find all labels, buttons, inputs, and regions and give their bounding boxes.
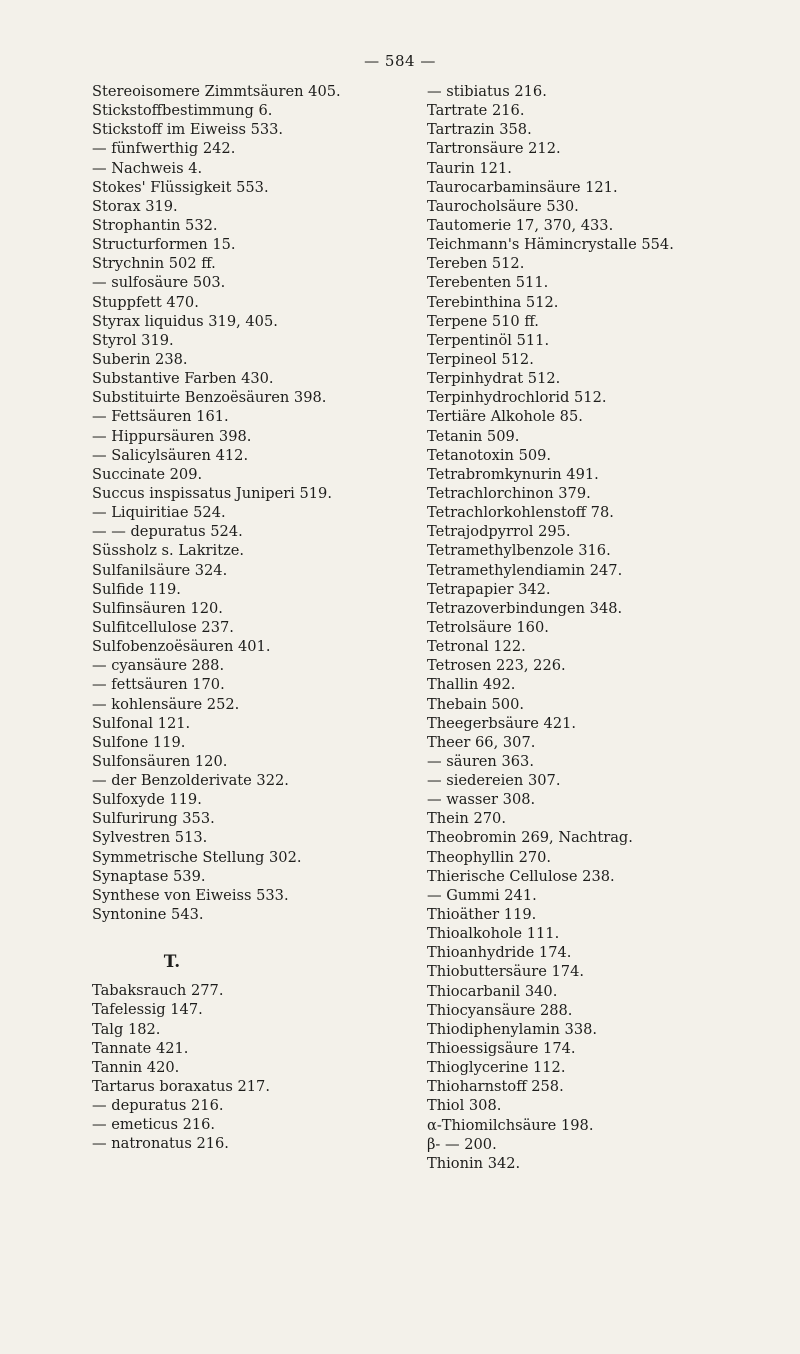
index-entry: Tetrosen 223, 226. [427, 657, 566, 675]
index-entry: Tetrachlorkohlenstoff 78. [427, 504, 614, 522]
index-entry: — säuren 363. [427, 752, 534, 770]
index-entry: Terpene 510 ff. [427, 312, 539, 330]
index-entry: Substantive Farben 430. [92, 370, 274, 388]
index-entry: Thioalkohole 111. [427, 925, 560, 943]
index-entry: Theobromin 269, Nachtrag. [427, 829, 633, 847]
index-entry: Tautomerie 17, 370, 433. [427, 216, 614, 234]
index-entry: Sulfinsäuren 120. [92, 599, 223, 617]
section-letter-heading: T. [163, 952, 181, 973]
index-entry: — emeticus 216. [92, 1116, 216, 1134]
index-entry: — fettsäuren 170. [92, 676, 225, 694]
index-entry: Theer 66, 307. [427, 733, 536, 751]
index-entry: Synthese von Eiweiss 533. [92, 886, 289, 904]
index-entry: Stickstoff im Eiweiss 533. [92, 121, 284, 139]
index-entry: Sulfone 119. [92, 733, 186, 751]
index-entry: Tartarus boraxatus 217. [92, 1078, 270, 1096]
index-entry: Stickstoffbestimmung 6. [92, 102, 273, 120]
page-number-header: — 584 — [364, 52, 436, 70]
index-entry: Tartrate 216. [427, 102, 525, 120]
index-entry: Teichmann's Hämincrystalle 554. [427, 236, 674, 254]
index-entry: Thionin 342. [427, 1154, 521, 1172]
index-entry: Thioharnstoff 258. [427, 1078, 564, 1096]
index-entry: Terebenten 511. [427, 274, 549, 292]
index-entry: Thioessigsäure 174. [427, 1040, 576, 1058]
index-entry: Thioanhydride 174. [427, 944, 572, 962]
index-entry: Taurin 121. [427, 159, 512, 177]
index-column-left [92, 82, 392, 1154]
index-entry: Tetanotoxin 509. [427, 446, 552, 464]
index-entry: Tetrazoverbindungen 348. [427, 599, 623, 617]
index-entry: Thioäther 119. [427, 906, 537, 924]
index-entry: Terpineol 512. [427, 350, 534, 368]
index-entry: — cyansäure 288. [92, 657, 225, 675]
index-entry: — Liquiritiae 524. [92, 504, 226, 522]
index-entry: Terpinhydrochlorid 512. [427, 389, 607, 407]
index-entry: Strophantin 532. [92, 216, 218, 234]
index-entry: Terpentinöl 511. [427, 331, 550, 349]
index-entry: Taurocholsäure 530. [427, 197, 579, 215]
index-entry: Tetrabromkynurin 491. [427, 465, 599, 483]
index-entry: Talg 182. [92, 1020, 161, 1038]
index-entry: Suberin 238. [92, 350, 188, 368]
index-entry: Terebinthina 512. [427, 293, 559, 311]
index-entry: Styrol 319. [92, 331, 174, 349]
index-entry: Tannin 420. [92, 1058, 180, 1076]
index-entry: — sulfosäure 503. [92, 274, 226, 292]
index-entry: Tetramethylendiamin 247. [427, 561, 623, 579]
index-entry: Tetrolsäure 160. [427, 618, 549, 636]
index-entry: Succus inspissatus Juniperi 519. [92, 484, 332, 502]
index-entry: — wasser 308. [427, 791, 536, 809]
index-entry: Sulfobenzoësäuren 401. [92, 638, 271, 656]
index-column-right [427, 82, 767, 1173]
index-entry: Sulfanilsäure 324. [92, 561, 228, 579]
index-entry: Taurocarbaminsäure 121. [427, 178, 618, 196]
index-entry: — kohlensäure 252. [92, 695, 240, 713]
index-entry: Thierische Cellulose 238. [427, 867, 615, 885]
index-entry: Sulfonsäuren 120. [92, 752, 228, 770]
index-entry: Storax 319. [92, 197, 178, 215]
index-entry: — — depuratus 524. [92, 523, 243, 541]
index-entry: Tetronal 122. [427, 638, 526, 656]
index-entry: — stibiatus 216. [427, 83, 547, 100]
index-entry: Synaptase 539. [92, 867, 206, 885]
index-entry: Tetramethylbenzole 316. [427, 542, 611, 560]
index-entry: Tabaksrauch 277. [92, 982, 224, 1000]
index-entry: Tetanin 509. [427, 427, 520, 445]
index-entry: Structurformen 15. [92, 236, 236, 254]
index-entry: Thiobuttersäure 174. [427, 963, 585, 981]
index-entry: Thiol 308. [427, 1097, 502, 1115]
index-entry: Sulfoxyde 119. [92, 791, 202, 809]
index-entry: Theophyllin 270. [427, 848, 552, 866]
index-entry: Sulfitcellulose 237. [92, 618, 234, 636]
index-entry: Thiocarbanil 340. [427, 982, 558, 1000]
index-entry: — fünfwerthig 242. [92, 140, 236, 158]
index-entry: Sulfonal 121. [92, 714, 191, 732]
index-entry: Thebain 500. [427, 695, 525, 713]
index-entry: — Salicylsäuren 412. [92, 446, 249, 464]
index-entry: — Fettsäuren 161. [92, 408, 229, 426]
index-entry: Stereoisomere Zimmtsäuren 405. [92, 83, 341, 100]
index-entry: Thiocyansäure 288. [427, 1001, 573, 1019]
index-entry: Süssholz s. Lakritze. [92, 542, 245, 560]
index-entry: Thein 270. [427, 810, 506, 828]
index-entry: — der Benzolderivate 322. [92, 772, 289, 790]
index-entry: — Gummi 241. [427, 886, 537, 904]
index-entry: Syntonine 543. [92, 906, 204, 924]
index-entry: α-Thiomilchsäure 198. [427, 1116, 594, 1134]
index-entry: Stokes' Flüssigkeit 553. [92, 178, 269, 196]
index-entry: β- — 200. [427, 1135, 497, 1153]
index-entry: — depuratus 216. [92, 1097, 224, 1115]
index-entry: Thioglycerine 112. [427, 1059, 566, 1077]
index-entry: Tetrapapier 342. [427, 580, 551, 598]
index-entry: — siedereien 307. [427, 772, 561, 790]
index-entry: Stuppfett 470. [92, 293, 199, 311]
section-spacer [92, 924, 392, 943]
index-entry: Thallin 492. [427, 676, 516, 694]
index-entry: Sylvestren 513. [92, 829, 208, 847]
index-entry: Terpinhydrat 512. [427, 370, 561, 388]
index-entry: Succinate 209. [92, 465, 203, 483]
index-entry: — Nachweis 4. [92, 159, 203, 177]
index-entry: Tartronsäure 212. [427, 140, 561, 158]
index-entry: Tetrachlorchinon 379. [427, 484, 591, 502]
index-entry: Symmetrische Stellung 302. [92, 848, 302, 866]
index-entry: Strychnin 502 ff. [92, 255, 216, 273]
index-entry: Tetrajodpyrrol 295. [427, 523, 571, 541]
index-entry: Tafelessig 147. [92, 1001, 203, 1019]
index-entry: — Hippursäuren 398. [92, 427, 252, 445]
index-entry: Tereben 512. [427, 255, 525, 273]
index-entry: Tartrazin 358. [427, 121, 532, 139]
index-entry: Sulfurirung 353. [92, 810, 215, 828]
index-entry: Sulfide 119. [92, 580, 181, 598]
index-entry: Thiodiphenylamin 338. [427, 1020, 598, 1038]
index-entry: — natronatus 216. [92, 1135, 229, 1153]
index-entry: Tannate 421. [92, 1039, 189, 1057]
index-entry: Theegerbsäure 421. [427, 714, 577, 732]
index-entry: Tertiäre Alkohole 85. [427, 408, 583, 426]
index-entry: Styrax liquidus 319, 405. [92, 312, 278, 330]
index-entry: Substituirte Benzoësäuren 398. [92, 389, 327, 407]
